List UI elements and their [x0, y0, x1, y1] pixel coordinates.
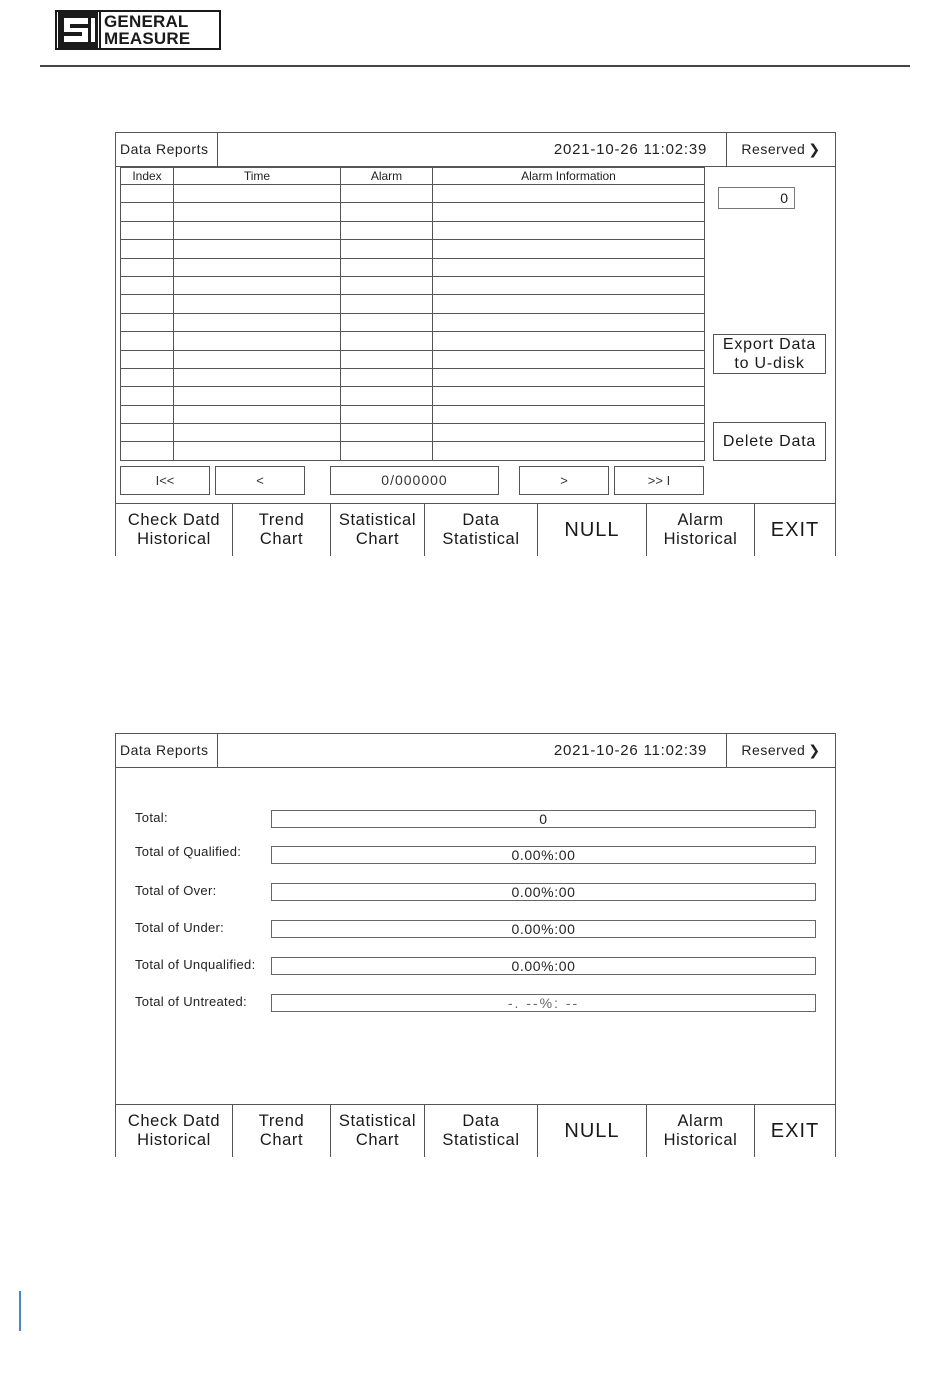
- table-row[interactable]: [121, 203, 705, 221]
- page-indicator: 0/000000: [330, 466, 499, 495]
- cell-alarm: [341, 295, 433, 313]
- menu-statistical-chart[interactable]: [331, 504, 425, 556]
- cell-alarm-information: [433, 221, 705, 239]
- menu-alarm-historical[interactable]: [647, 504, 755, 556]
- menu-label-line-1: Trend: [258, 1112, 305, 1130]
- stat-label-over: Total of Over:: [135, 883, 217, 898]
- cell-time: [174, 387, 341, 405]
- export-label-line-1: Export Data: [722, 336, 817, 353]
- cell-alarm: [341, 424, 433, 442]
- title-bar: [116, 734, 835, 768]
- menu-label-line-1: Statistical: [338, 1112, 417, 1130]
- cell-time: [174, 350, 341, 368]
- export-data-button[interactable]: [713, 334, 826, 374]
- menu-label-line-1: Check Datd: [127, 511, 221, 529]
- menu-data-statistical[interactable]: [425, 1105, 538, 1157]
- bottom-menu-bar: [116, 503, 835, 556]
- cell-time: [174, 332, 341, 350]
- cell-time: [174, 185, 341, 203]
- brand-name: [101, 12, 219, 48]
- cell-index: [121, 203, 174, 221]
- cell-alarm-information: [433, 276, 705, 294]
- cell-alarm-information: [433, 350, 705, 368]
- screen-title: Data Reports: [116, 734, 218, 767]
- menu-label-line-2: Chart: [259, 530, 304, 548]
- reserved-button[interactable]: [726, 734, 835, 767]
- record-count-field: 0: [718, 187, 795, 209]
- cell-alarm: [341, 368, 433, 386]
- column-header-alarm-information: Alarm Information: [433, 168, 705, 185]
- next-page-button[interactable]: >: [519, 466, 609, 495]
- menu-label-line-2: Chart: [259, 1131, 304, 1149]
- header-divider: [40, 65, 910, 67]
- data-statistics-screen: [115, 733, 836, 1157]
- bottom-menu-bar: [116, 1104, 835, 1157]
- table-body: [121, 185, 705, 461]
- cell-alarm-information: [433, 442, 705, 460]
- cell-alarm: [341, 350, 433, 368]
- column-header-index: Index: [121, 168, 174, 185]
- cell-time: [174, 405, 341, 423]
- stat-label-qualified: Total of Qualified:: [135, 844, 242, 859]
- menu-label-line-2: Chart: [355, 530, 400, 548]
- stat-value-qualified: 0.00%:00: [271, 846, 816, 864]
- cell-alarm-information: [433, 424, 705, 442]
- cell-index: [121, 424, 174, 442]
- cell-alarm: [341, 313, 433, 331]
- cell-alarm: [341, 332, 433, 350]
- cell-time: [174, 368, 341, 386]
- stat-value-total: 0: [271, 810, 816, 828]
- export-label-line-2: to U-disk: [734, 355, 805, 372]
- menu-exit[interactable]: [755, 504, 835, 556]
- cell-index: [121, 258, 174, 276]
- cell-index: [121, 442, 174, 460]
- menu-data-statistical[interactable]: [425, 504, 538, 556]
- brand-line-1: GENERAL: [104, 12, 189, 31]
- reserved-button[interactable]: [726, 133, 835, 166]
- cell-index: [121, 313, 174, 331]
- column-header-alarm: Alarm: [341, 168, 433, 185]
- cell-index: [121, 332, 174, 350]
- menu-check-historical[interactable]: [116, 1105, 233, 1157]
- screen-title: Data Reports: [116, 133, 218, 166]
- menu-label-line-2: Historical: [663, 1131, 738, 1149]
- menu-label-line-1: NULL: [564, 1119, 620, 1142]
- menu-label-line-1: NULL: [564, 518, 620, 541]
- stat-value-over: 0.00%:00: [271, 883, 816, 901]
- alarm-records-screen: [115, 132, 836, 556]
- cell-alarm: [341, 258, 433, 276]
- chevron-right-icon: ❯: [808, 742, 821, 758]
- page-margin-marker: [19, 1291, 21, 1331]
- menu-trend-chart[interactable]: [233, 504, 331, 556]
- cell-time: [174, 313, 341, 331]
- table-row[interactable]: [121, 332, 705, 350]
- title-bar: [116, 133, 835, 167]
- menu-label-line-1: Alarm: [677, 511, 724, 529]
- cell-alarm: [341, 387, 433, 405]
- reserved-label: Reserved: [741, 141, 806, 157]
- menu-label-line-2: Historical: [663, 530, 738, 548]
- cell-alarm: [341, 442, 433, 460]
- menu-label-line-1: EXIT: [770, 518, 820, 541]
- stat-label-total: Total:: [135, 810, 168, 825]
- menu-statistical-chart[interactable]: [331, 1105, 425, 1157]
- table-row[interactable]: [121, 221, 705, 239]
- table-row[interactable]: [121, 368, 705, 386]
- last-page-button[interactable]: >> I: [614, 466, 704, 495]
- table-row[interactable]: [121, 313, 705, 331]
- column-header-time: Time: [174, 168, 341, 185]
- cell-time: [174, 221, 341, 239]
- menu-trend-chart[interactable]: [233, 1105, 331, 1157]
- table-row[interactable]: [121, 405, 705, 423]
- menu-check-historical[interactable]: [116, 504, 233, 556]
- cell-alarm-information: [433, 332, 705, 350]
- stat-value-untreated: -. --%: --: [271, 994, 816, 1012]
- cell-time: [174, 295, 341, 313]
- table-row[interactable]: [121, 387, 705, 405]
- cell-time: [174, 442, 341, 460]
- menu-label-line-2: Historical: [137, 1131, 211, 1149]
- cell-alarm-information: [433, 203, 705, 221]
- cell-alarm-information: [433, 313, 705, 331]
- cell-index: [121, 240, 174, 258]
- table-row[interactable]: [121, 424, 705, 442]
- first-page-button[interactable]: I<<: [120, 466, 210, 495]
- cell-index: [121, 221, 174, 239]
- previous-page-button[interactable]: <: [215, 466, 305, 495]
- menu-label-line-1: Check Datd: [127, 1112, 221, 1130]
- menu-label-line-2: Chart: [355, 1131, 400, 1149]
- table-row[interactable]: [121, 240, 705, 258]
- cell-alarm: [341, 221, 433, 239]
- cell-index: [121, 295, 174, 313]
- menu-label-line-1: Data: [462, 511, 500, 529]
- menu-label-line-1: Statistical: [338, 511, 417, 529]
- menu-exit[interactable]: [755, 1105, 835, 1157]
- stat-value-under: 0.00%:00: [271, 920, 816, 938]
- table-row[interactable]: [121, 442, 705, 460]
- cell-index: [121, 368, 174, 386]
- cell-alarm-information: [433, 405, 705, 423]
- menu-label-line-2: Statistical: [442, 1131, 520, 1149]
- cell-alarm: [341, 276, 433, 294]
- cell-alarm-information: [433, 185, 705, 203]
- cell-time: [174, 258, 341, 276]
- cell-time: [174, 240, 341, 258]
- datetime-display: 2021-10-26 11:02:39: [553, 742, 708, 759]
- brand-logo: [55, 10, 221, 50]
- alarm-records-table: [120, 167, 705, 461]
- cell-alarm: [341, 185, 433, 203]
- delete-data-button[interactable]: Delete Data: [713, 422, 826, 461]
- reserved-label: Reserved: [741, 742, 806, 758]
- stat-value-unqualified: 0.00%:00: [271, 957, 816, 975]
- menu-label-line-1: EXIT: [770, 1119, 820, 1142]
- cell-index: [121, 405, 174, 423]
- table-row[interactable]: [121, 185, 705, 203]
- cell-index: [121, 387, 174, 405]
- menu-alarm-historical[interactable]: [647, 1105, 755, 1157]
- cell-time: [174, 203, 341, 221]
- cell-index: [121, 350, 174, 368]
- cell-alarm-information: [433, 240, 705, 258]
- cell-index: [121, 185, 174, 203]
- cell-time: [174, 276, 341, 294]
- menu-label-line-1: Data: [462, 1112, 500, 1130]
- table-row[interactable]: [121, 258, 705, 276]
- stat-label-untreated: Total of Untreated:: [135, 994, 247, 1009]
- cell-index: [121, 276, 174, 294]
- cell-alarm-information: [433, 295, 705, 313]
- cell-alarm-information: [433, 258, 705, 276]
- cell-time: [174, 424, 341, 442]
- chevron-right-icon: ❯: [808, 141, 821, 157]
- table-row[interactable]: [121, 295, 705, 313]
- brand-line-2: MEASURE: [104, 29, 191, 48]
- table-row[interactable]: [121, 276, 705, 294]
- cell-alarm-information: [433, 387, 705, 405]
- menu-null[interactable]: [538, 504, 647, 556]
- table-row[interactable]: [121, 350, 705, 368]
- cell-alarm: [341, 405, 433, 423]
- datetime-display: 2021-10-26 11:02:39: [553, 141, 708, 158]
- menu-label-line-2: Statistical: [442, 530, 520, 548]
- menu-null[interactable]: [538, 1105, 647, 1157]
- cell-alarm: [341, 203, 433, 221]
- menu-label-line-2: Historical: [137, 530, 211, 548]
- menu-label-line-1: Alarm: [677, 1112, 724, 1130]
- menu-label-line-1: Trend: [258, 511, 305, 529]
- stat-label-unqualified: Total of Unqualified:: [135, 957, 256, 972]
- cell-alarm: [341, 240, 433, 258]
- table-header-row: [121, 168, 705, 185]
- stat-label-under: Total of Under:: [135, 920, 225, 935]
- cell-alarm-information: [433, 368, 705, 386]
- general-measure-logo-icon: [57, 12, 101, 48]
